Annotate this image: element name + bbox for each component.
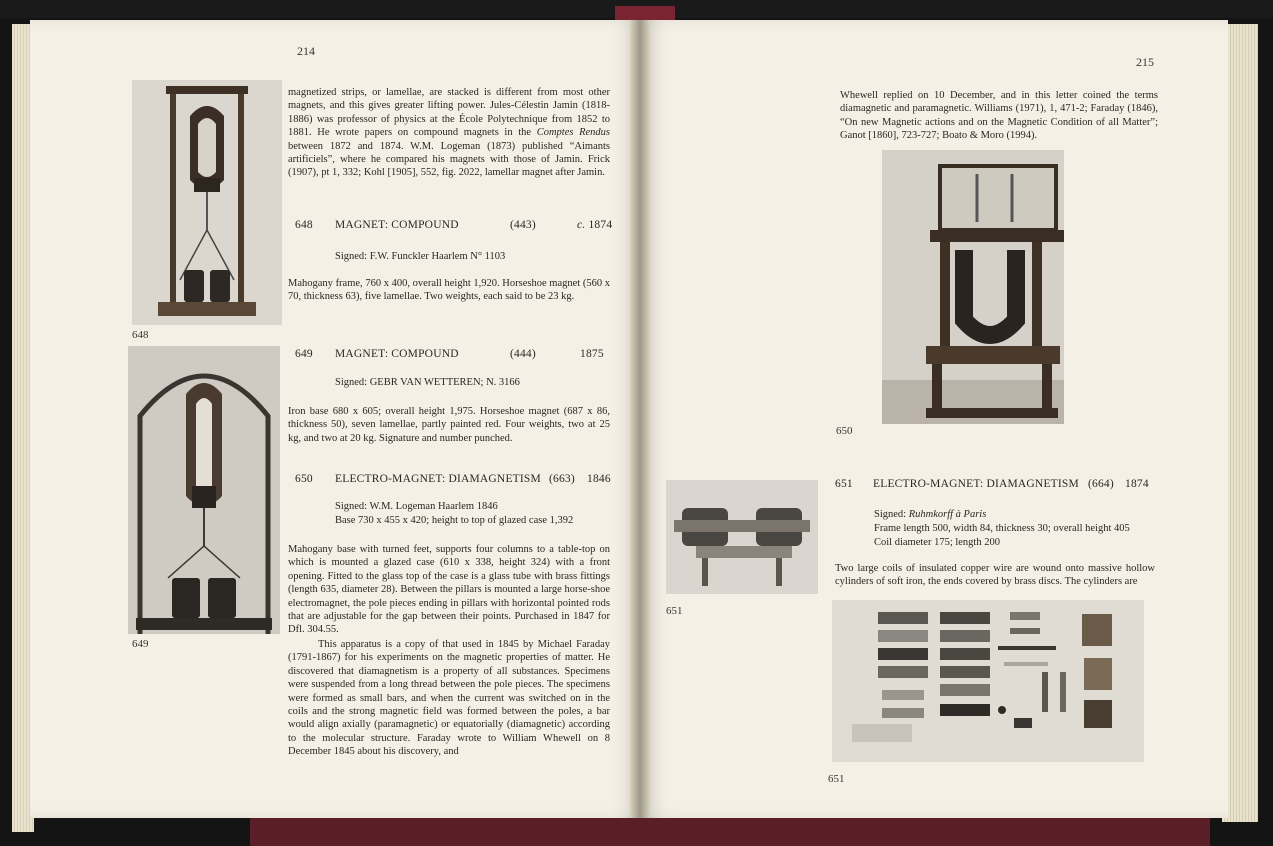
- entry-651-title: ELECTRO-MAGNET: DIAMAGNETISM: [873, 478, 1079, 490]
- entry-648-ref: (443): [510, 219, 536, 231]
- entry-649-description: Iron base 680 x 605; overall height 1,975. Horseshoe magnet (687 x 86, thickness 50), seven lamellae, partly painted red. Four weights, two at 25 kg, and two at 20 kg. Signature and number punched.: [288, 406, 610, 444]
- photo-651-specimens: [832, 600, 1144, 762]
- entry-648-title: MAGNET: COMPOUND: [335, 219, 459, 231]
- intro-text-journal: Comptes Rendus: [536, 127, 610, 139]
- entry-649-ref: (444): [510, 348, 536, 360]
- entry-650-title: ELECTRO-MAGNET: DIAMAGNETISM: [335, 473, 541, 485]
- entry-648-date-prefix: c.: [577, 219, 586, 231]
- entry-650-dimensions: Base 730 x 455 x 420; height to top of glazed case 1,392: [335, 515, 574, 526]
- book-spine: [615, 6, 675, 20]
- entry-648-heading: [295, 219, 615, 235]
- photo-650-electromagnet-case: [882, 150, 1064, 424]
- entry-649-title: MAGNET: COMPOUND: [335, 348, 459, 360]
- caption-648: 648: [132, 329, 149, 341]
- photo-648-compound-magnet: [132, 80, 282, 325]
- entry-651-coil: Coil diameter 175; length 200: [874, 537, 1000, 548]
- caption-649: 649: [132, 638, 149, 650]
- entry-651-signed: [874, 508, 986, 521]
- entry-650-number: 650: [295, 473, 313, 485]
- entry-648-number: 648: [295, 219, 313, 231]
- entry-649-signed: Signed: GEBR VAN WETTEREN; N. 3166: [335, 377, 520, 388]
- entry-651-heading: [835, 478, 1155, 494]
- caption-650: 650: [836, 425, 853, 437]
- entry-648-signed: Signed: F.W. Funckler Haarlem N° 1103: [335, 251, 506, 262]
- entry-650-heading: [295, 473, 615, 489]
- entry-651-number: 651: [835, 478, 853, 490]
- page-number-left: 214: [297, 44, 315, 58]
- entry-651-ref: (664): [1088, 478, 1114, 490]
- entry-651-dimensions: Frame length 500, width 84, thickness 30; overall height 405: [874, 523, 1130, 534]
- entry-648-date: 1874: [588, 219, 613, 231]
- entry-648-description: Mahogany frame, 760 x 400, overall height 1,920. Horseshoe magnet (560 x 70, thickness 63), five lamellae. Two weights, each said to be 23 kg.: [288, 278, 610, 303]
- entry-650-history: This apparatus is a copy of that used in 1845 by Michael Faraday (1791-1867) for his experiments on the magnetic properties of matter. He discovered that diamagnetism is a property of all substances. Specimens were suspended from a long thread between the pole pieces. The specimens were formed as small bars, and when the current was switched on in the coils and the strong magnetic field was formed between the poles, a bar would align axially (paramagnetic) or equatorially (diamagnetic) according to the molecular structure. Faraday wrote to William Whewell on 8 December 1845 about his discovery, and: [288, 639, 610, 758]
- entry-649-date: 1875: [580, 348, 604, 360]
- photo-649-compound-magnet: [128, 346, 280, 634]
- intro-text-1: magnetized strips, or lamellae, are stacked is different from most other magnets, and this gives greater lifting power. Jules-Célestin Jamin (1818-1886) was professor of physics at the École Polytechnique from 1852 to 1881. He wrote papers on compound magnets in the: [288, 87, 610, 139]
- intro-paragraph-left: [288, 86, 610, 180]
- entry-650-description: Mahogany base with turned feet, supports four columns to a table-top on which is mounted a glazed case (610 x 338, height 324) with a front opening. Fitted to the glass top of the case is a glass tube with brass fittings (length 635, diameter 28). Between the pillars is mounted a large horse-shoe electromagnet, the pole pieces ending in pillars with horizontal pointed rods that are adjustable for the gap between their points. Purchased in 1847 for Dfl. 304.55.: [288, 544, 610, 636]
- caption-651-b: 651: [828, 773, 845, 785]
- book-cover-edge: [250, 814, 1210, 846]
- entry-650-ref: (663): [549, 473, 575, 485]
- entry-651-description: Two large coils of insulated copper wire are wound onto massive hollow cylinders of soft iron, the ends covered by brass discs. The cylinders are: [835, 563, 1155, 588]
- entry-649-number: 649: [295, 348, 313, 360]
- photo-651-coils: [666, 480, 818, 594]
- entry-650-date: 1846: [587, 473, 611, 485]
- book-gutter: [630, 20, 650, 818]
- intro-text-2: between 1872 and 1874. W.M. Logeman (1873) published “Aimants artificiels”, where he compared his magnets with those of Jamin. Frick (1907), pt 1, 332; Kohl [1905], 552, fig. 2022, lamellar magnet after Jamin.: [288, 140, 610, 179]
- entry-649-heading: [295, 348, 615, 364]
- entry-651-signed-maker: Ruhmkorff à Paris: [908, 509, 987, 520]
- intro-paragraph-right: Whewell replied on 10 December, and in this letter coined the terms diamagnetic and paramagnetic. Williams (1971), 1, 471-2; Faraday (1846), “On new Magnetic actions and on the Magnetic Condition of all Matter”; Ganot [1860], 723-727; Boato & Moro (1994).: [840, 90, 1158, 142]
- caption-651-a: 651: [666, 605, 683, 617]
- page-number-right: 215: [1136, 55, 1154, 69]
- entry-651-date: 1874: [1125, 478, 1149, 490]
- entry-650-signed: Signed: W.M. Logeman Haarlem 1846: [335, 501, 498, 512]
- entry-651-signed-prefix: Signed:: [874, 509, 909, 520]
